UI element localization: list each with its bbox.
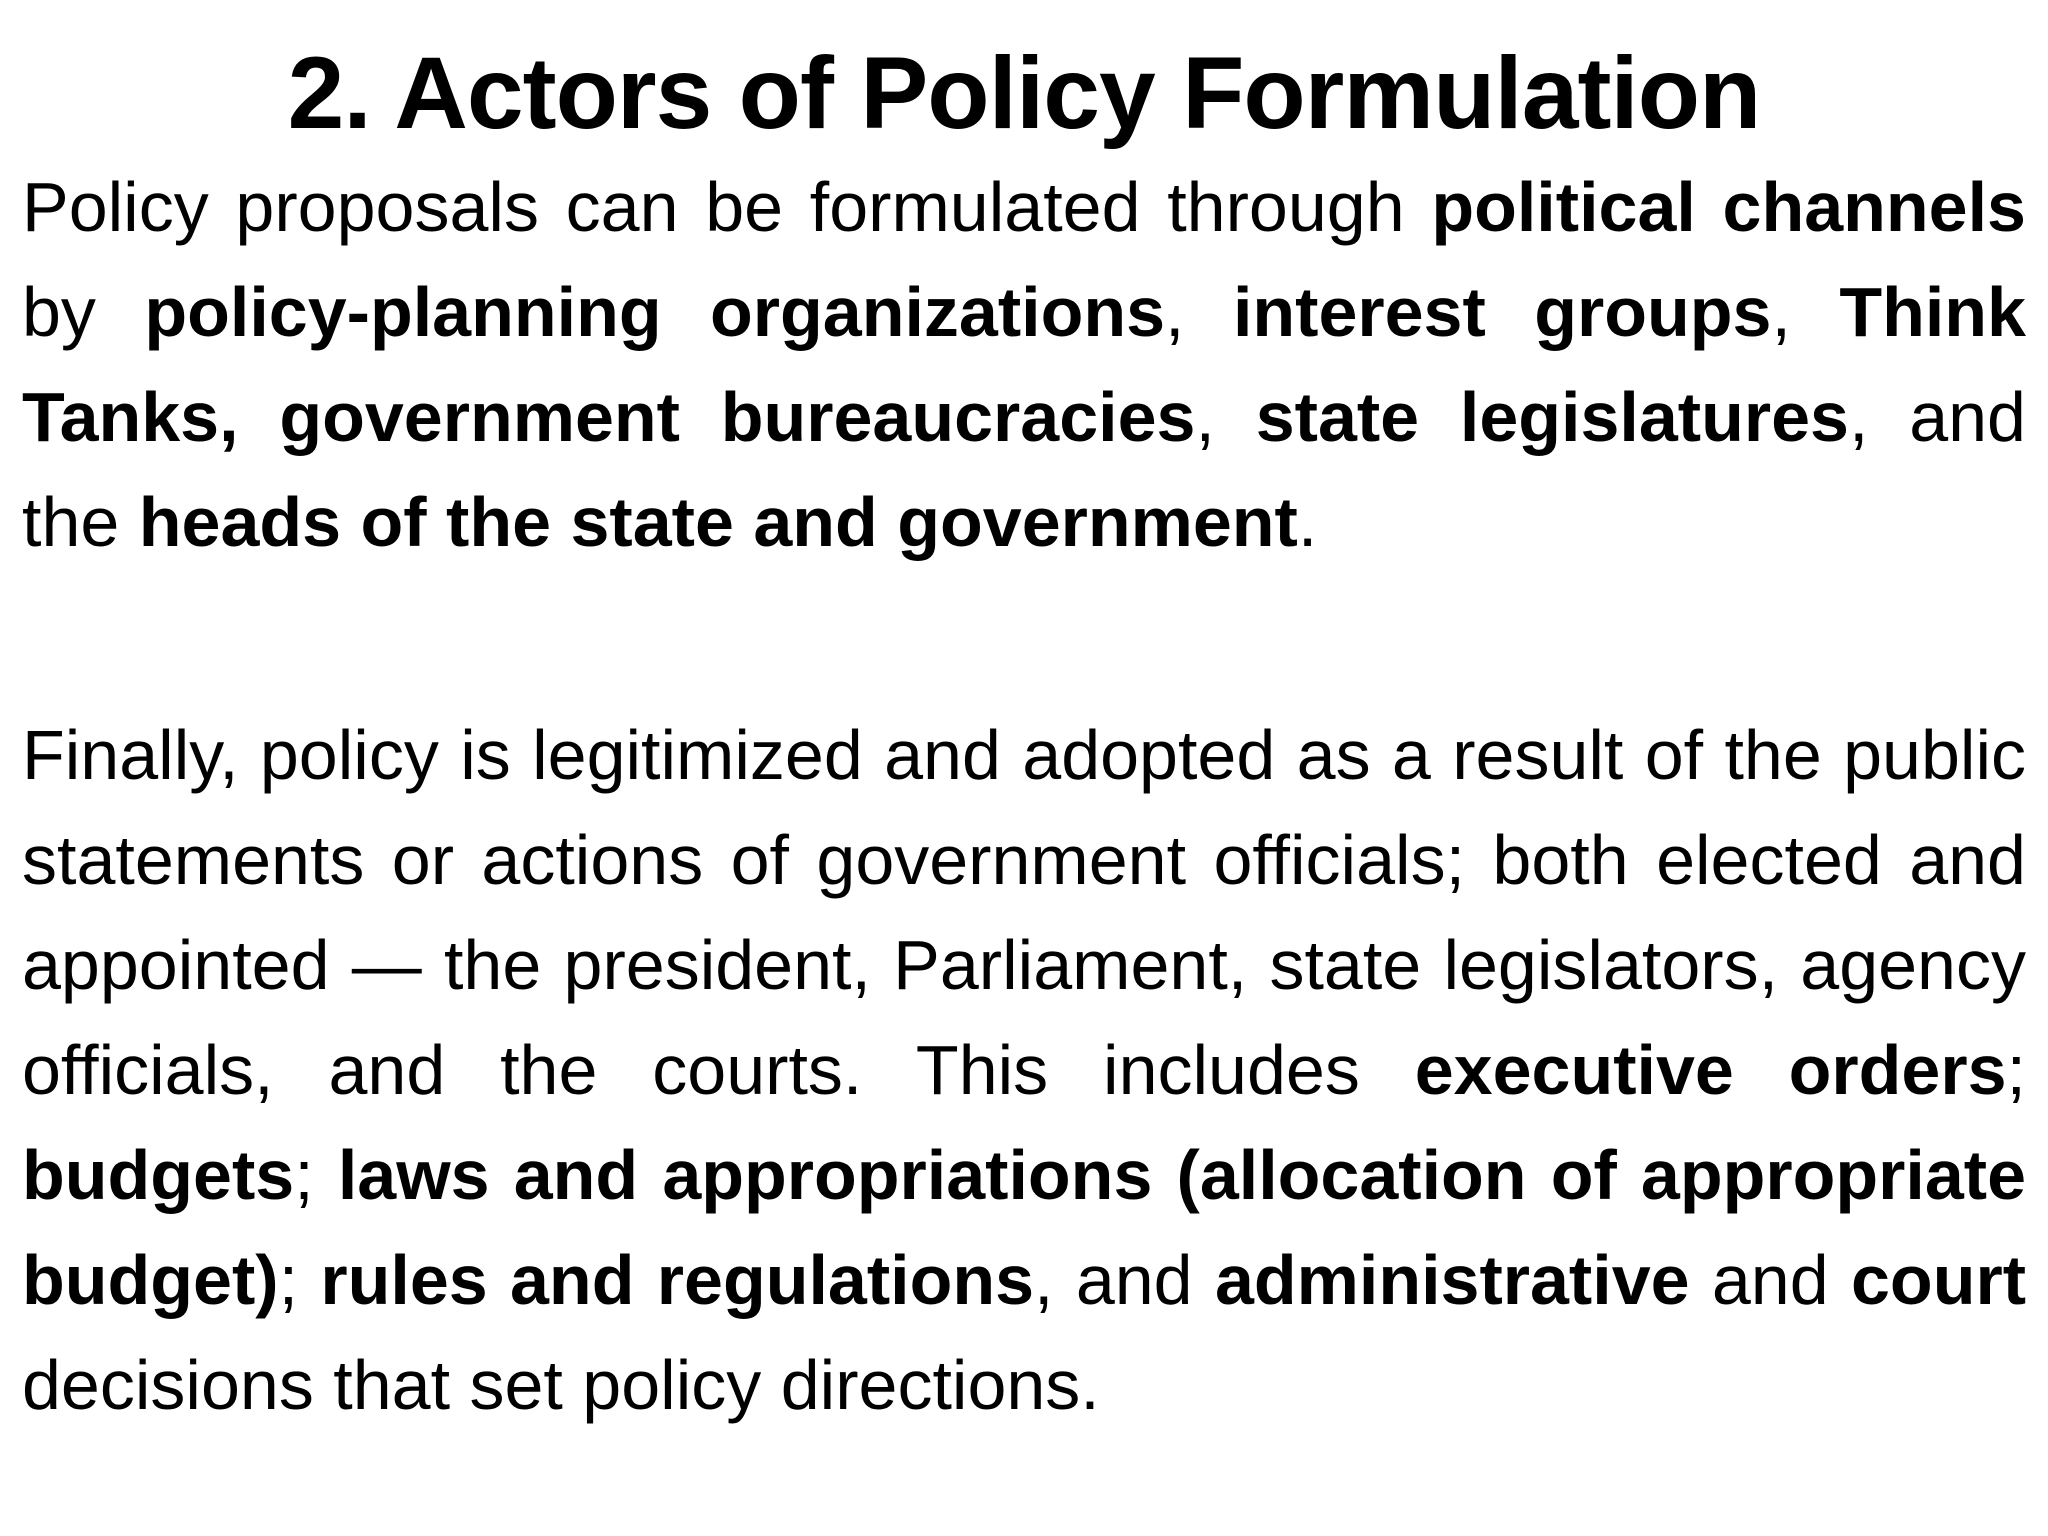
- text-run: decisions that set policy directions.: [22, 1346, 1100, 1424]
- text-run: ,: [1165, 273, 1233, 351]
- text-run-bold: administrative: [1214, 1241, 1690, 1319]
- text-run-bold: heads of the state and government: [138, 483, 1298, 561]
- text-run: ,: [1195, 378, 1256, 456]
- text-run-bold: court: [1851, 1241, 2026, 1319]
- paragraph-legitimization: [22, 703, 2026, 1438]
- text-run-bold: budgets: [22, 1136, 295, 1214]
- text-run-bold: political channels: [1431, 168, 2026, 246]
- text-run-bold: interest groups: [1232, 273, 1772, 351]
- text-run-bold: policy-planning organizations: [144, 273, 1166, 351]
- text-run-bold: state legislatures: [1255, 378, 1849, 456]
- text-run: ;: [294, 1136, 338, 1214]
- slide-title: 2. Actors of Policy Formulation: [287, 36, 1761, 150]
- text-run: , and: [1034, 1241, 1215, 1319]
- text-run: Finally, policy is legitimized and adopted as a result of the public statements or actions of government officials; both elected and appointed — the president, Parliament, state legislators, agency officials, and the courts. This includes: [22, 716, 2026, 1109]
- text-run: by: [22, 273, 145, 351]
- text-run: ;: [2006, 1031, 2026, 1109]
- text-run: , and the: [22, 378, 2026, 561]
- text-run: Policy proposals can be formulated through: [22, 168, 1432, 246]
- text-run-bold: Think Tanks, government bureaucracies: [22, 273, 2026, 456]
- text-run-bold: rules and regulations: [320, 1241, 1035, 1319]
- text-run: .: [1297, 483, 1318, 561]
- text-run-bold: laws and appropriations (allocation of appropriate budget): [22, 1136, 2026, 1319]
- text-run: ;: [278, 1241, 321, 1319]
- text-run: ,: [1771, 273, 1840, 351]
- paragraph-actors: [22, 155, 2026, 575]
- text-run: and: [1689, 1241, 1851, 1319]
- text-run-bold: executive orders: [1414, 1031, 2007, 1109]
